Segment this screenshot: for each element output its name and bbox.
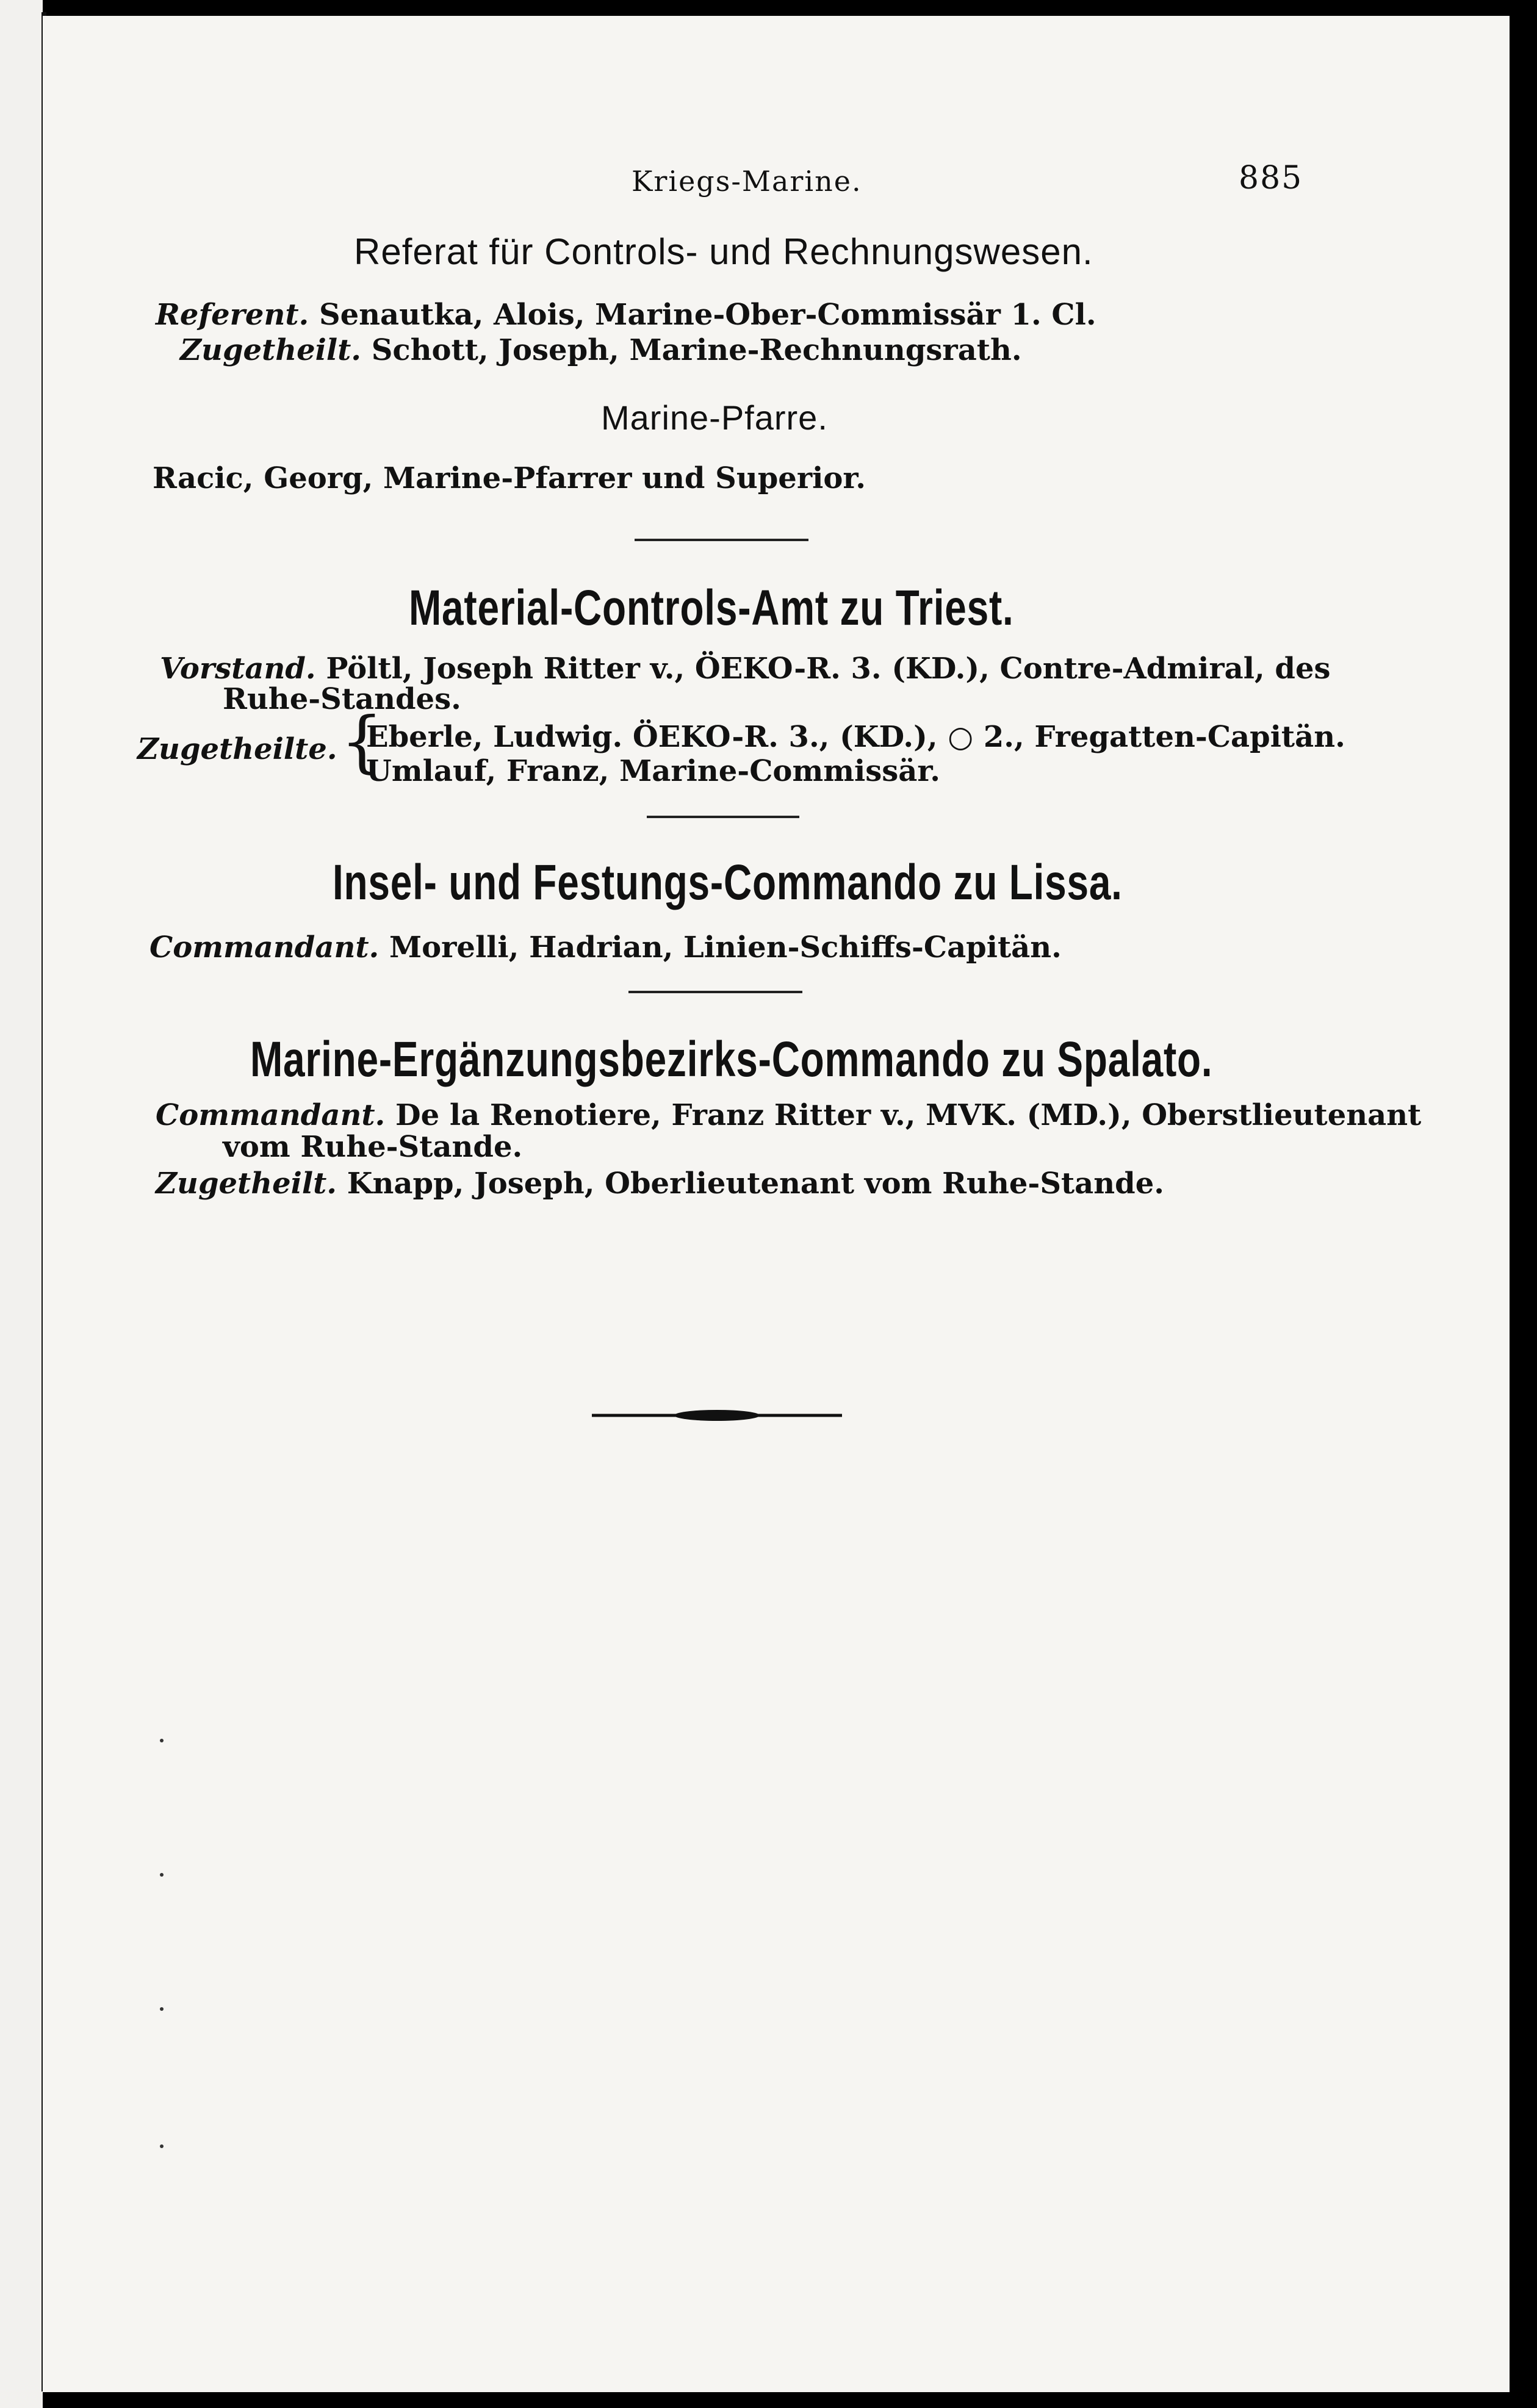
vorstand-line-2: Ruhe-Standes.: [223, 682, 461, 716]
running-title: Kriegs-Marine.: [632, 165, 862, 198]
referent-row: [156, 298, 1096, 332]
page-number: 885: [1239, 160, 1303, 196]
end-ornament: [592, 1406, 842, 1425]
spalato-commandant-text-1: De la Renotiere, Franz Ritter v., MVK. (MD.), Oberstlieutenant: [395, 1098, 1422, 1132]
spalato-zugetheilt-row: [156, 1166, 1164, 1201]
referent-text: Senautka, Alois, Marine-Ober-Commissär 1. Cl.: [319, 298, 1096, 332]
ornament-rule: [628, 991, 802, 993]
brace-symbol: {: [340, 702, 383, 780]
spalato-commandant-label: Commandant.: [156, 1098, 386, 1132]
spalato-zugetheilt-text: Knapp, Joseph, Oberlieutenant vom Ruhe-Stande.: [347, 1166, 1164, 1201]
spalato-zugetheilt-label: Zugetheilt.: [156, 1166, 337, 1201]
lissa-row: [149, 930, 1062, 965]
lissa-text: Morelli, Hadrian, Linien-Schiffs-Capitän.: [389, 930, 1062, 965]
margin-speck: [160, 2007, 164, 2011]
spalato-commandant-line-1: [156, 1098, 1421, 1132]
zugetheilt-label: Zugetheilt.: [180, 333, 361, 367]
referent-label: Referent.: [156, 298, 309, 332]
book-page: [43, 16, 1510, 2392]
zugetheilte-line-1: Eberle, Ludwig. ÖEKO-R. 3., (KD.), ○ 2., Fregatten-Capitän.: [366, 720, 1345, 754]
page-left-margin: [0, 0, 43, 2408]
section-title-lissa: Insel- und Festungs-Commando zu Lissa.: [333, 855, 1123, 910]
zugetheilt-text: Schott, Joseph, Marine-Rechnungsrath.: [371, 333, 1022, 367]
section-title-material: Material-Controls-Amt zu Triest.: [409, 580, 1014, 636]
zugetheilte-label: Zugetheilte.: [137, 732, 337, 766]
margin-speck: [160, 1739, 164, 1742]
pfarre-text: Racic, Georg, Marine-Pfarrer und Superior.: [153, 461, 866, 495]
ornament-rule: [647, 816, 799, 818]
section-title-pfarre: Marine-Pfarre.: [601, 398, 828, 437]
lissa-label: Commandant.: [149, 930, 380, 965]
vorstand-text-1: Pöltl, Joseph Ritter v., ÖEKO-R. 3. (KD.), Contre-Admiral, des: [326, 652, 1331, 686]
spalato-commandant-line-2: vom Ruhe-Stande.: [223, 1130, 523, 1164]
margin-speck: [160, 2144, 164, 2148]
section-title-controls: Referat für Controls- und Rechnungswesen.: [354, 231, 1093, 272]
vorstand-line-1: [160, 652, 1331, 686]
ornament-rule: [635, 539, 808, 541]
zugetheilt-row: [180, 333, 1022, 367]
section-title-spalato: Marine-Ergänzungsbezirks-Commando zu Spalato.: [250, 1032, 1213, 1087]
zugetheilte-line-2: Umlauf, Franz, Marine-Commissär.: [366, 754, 940, 788]
vorstand-label: Vorstand.: [160, 652, 316, 686]
margin-speck: [160, 1873, 164, 1877]
